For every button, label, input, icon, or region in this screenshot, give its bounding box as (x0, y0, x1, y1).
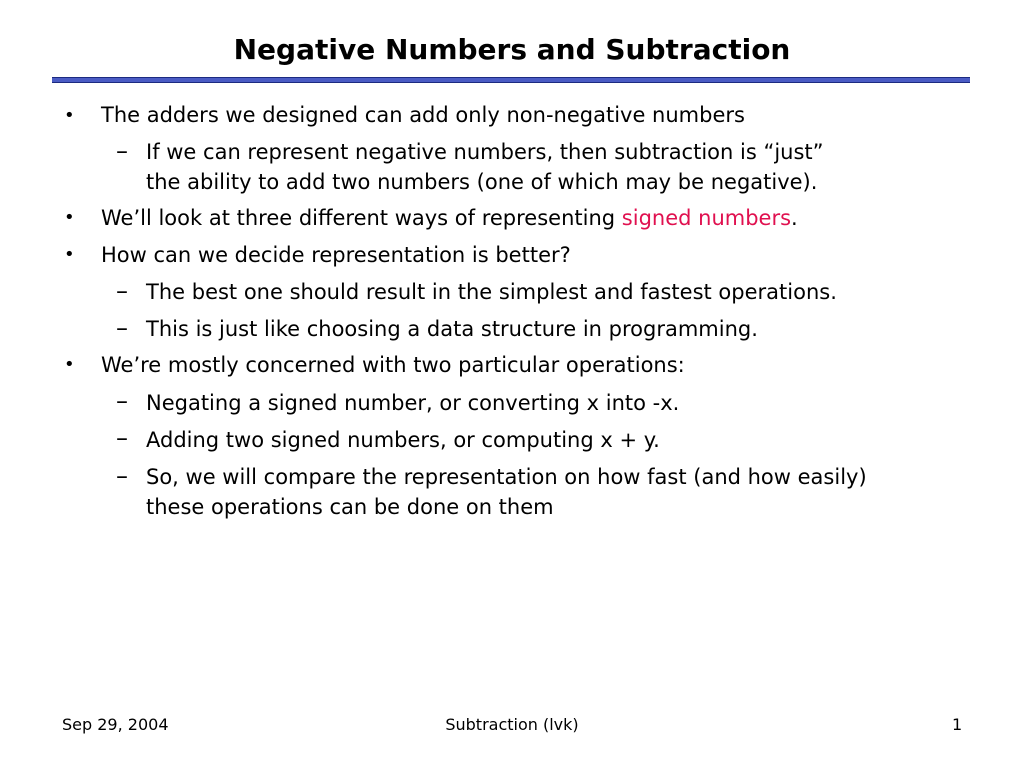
bullet-4-sub-2: Adding two signed numbers, or computing x + y. (146, 428, 660, 452)
dash-marker: – (116, 462, 128, 490)
bullet-2-text-before: We’ll look at three different ways of representing (101, 206, 622, 230)
slide-title: Negative Numbers and Subtraction (233, 33, 791, 66)
bullet-3-sub-1: The best one should result in the simplest and fastest operations. (146, 280, 837, 304)
dash-marker: – (116, 424, 128, 452)
signed-numbers-highlight: signed numbers (621, 206, 792, 230)
page-number: 1 (952, 715, 963, 734)
bullet-marker: • (64, 207, 75, 228)
bullet-4-sub-3-line-2: these operations can be done on them (146, 495, 554, 519)
dash-marker: – (116, 137, 128, 165)
bullet-4-sub-3-line-1: So, we will compare the representation on how fast (and how easily) (146, 465, 867, 489)
bullet-marker: • (64, 105, 75, 126)
dash-marker: – (116, 277, 128, 305)
bullet-2-text-after: . (791, 206, 798, 230)
bullet-1-text: The adders we designed can add only non-negative numbers (101, 103, 745, 127)
bullet-3-text: How can we decide representation is better? (101, 243, 571, 267)
bullet-4-sub-1: Negating a signed number, or converting x into -x. (146, 391, 680, 415)
bullet-3-sub-2: This is just like choosing a data structure in programming. (146, 317, 758, 341)
bullet-marker: • (64, 244, 75, 265)
dash-marker: – (116, 314, 128, 342)
bullet-marker: • (64, 354, 75, 375)
dash-marker: – (116, 387, 128, 415)
bullet-2-text (101, 203, 798, 233)
bullet-1-sub-1-line-2: the ability to add two numbers (one of which may be negative). (146, 170, 818, 194)
footer-date: Sep 29, 2004 (62, 715, 169, 734)
footer-title: Subtraction (lvk) (445, 715, 579, 734)
bullet-1-sub-1-line-1: If we can represent negative numbers, then subtraction is “just” (146, 140, 824, 164)
title-divider (52, 77, 970, 83)
bullet-4-text: We’re mostly concerned with two particular operations: (101, 353, 685, 377)
